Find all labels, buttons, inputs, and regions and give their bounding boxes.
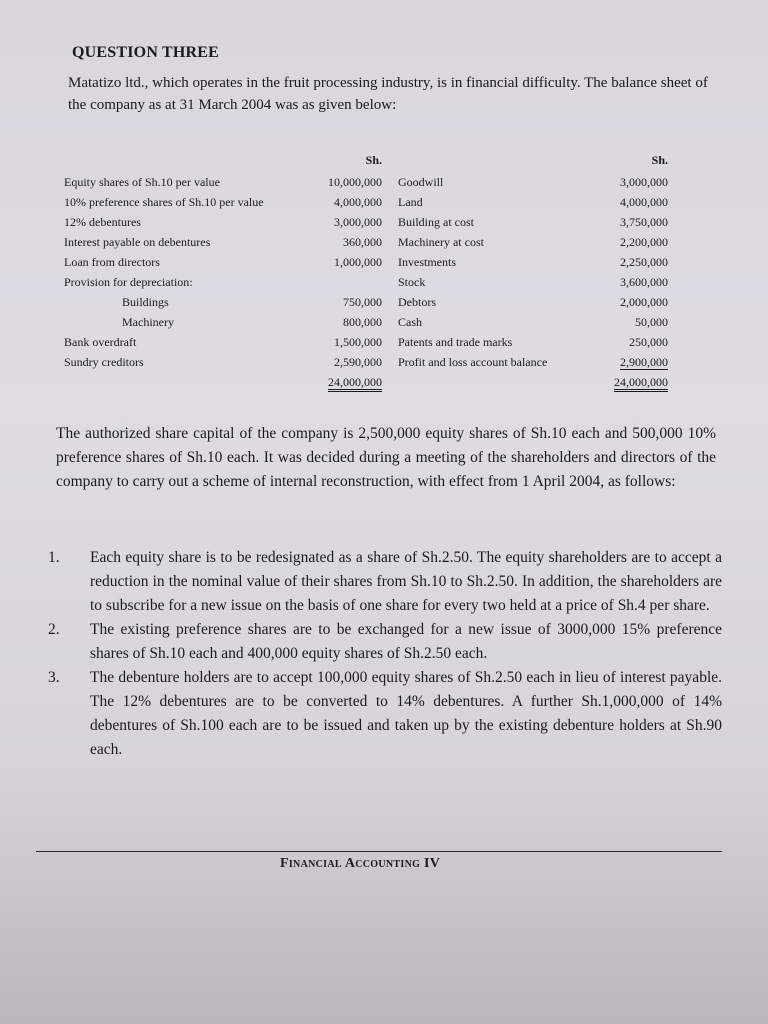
list-number: 1. <box>48 549 60 566</box>
list-text: The existing preference shares are to be exchanged for a new issue of 3000,000 15% preference shares of Sh.10 each and 400,000 equity shares of Sh.2.50 each. <box>90 621 722 662</box>
asset-amount: 50,000 <box>635 315 668 329</box>
scheme-list <box>40 546 722 762</box>
list-item <box>40 618 722 666</box>
liabilities-total: 24,000,000 <box>288 372 382 392</box>
asset-label: Stock <box>398 275 426 289</box>
asset-label: Patents and trade marks <box>398 335 513 349</box>
list-text: Each equity share is to be redesignated as a share of Sh.2.50. The equity shareholders are to accept a reduction in the nominal value of their shares from Sh.10 to Sh.2.50. In addition, the shareholders are to subscribe for a new issue on the basis of one share for every two held at a price of Sh.4 per share. <box>90 549 722 614</box>
liability-amount: 10,000,000 <box>328 175 382 189</box>
assets-total: 24,000,000 <box>572 372 668 392</box>
asset-label: Land <box>398 195 423 209</box>
liability-label: 10% preference shares of Sh.10 per value <box>64 195 264 209</box>
list-item <box>40 546 722 618</box>
asset-amount: 3,000,000 <box>620 175 668 189</box>
question-title: QUESTION THREE <box>72 44 219 61</box>
liability-amount: 1,500,000 <box>334 335 382 349</box>
currency-header-left: Sh. <box>365 153 382 167</box>
asset-amount: 4,000,000 <box>620 195 668 209</box>
asset-amount: 2,900,000 <box>620 355 668 369</box>
liability-amount: 2,590,000 <box>334 355 382 369</box>
liability-label: Buildings <box>122 295 169 309</box>
liability-label: Interest payable on debentures <box>64 235 211 249</box>
asset-amount: 2,000,000 <box>620 295 668 309</box>
liability-label: Sundry creditors <box>64 355 144 369</box>
liability-label: Equity shares of Sh.10 per value <box>64 175 220 189</box>
asset-amount: 2,250,000 <box>620 255 668 269</box>
liability-amount: 800,000 <box>343 315 382 329</box>
asset-label: Debtors <box>398 295 436 309</box>
asset-amount: 3,750,000 <box>620 215 668 229</box>
liability-label: Bank overdraft <box>64 335 137 349</box>
asset-label: Machinery at cost <box>398 235 484 249</box>
liability-amount: 1,000,000 <box>334 255 382 269</box>
asset-amount: 250,000 <box>629 335 668 349</box>
list-number: 2. <box>48 621 60 638</box>
asset-label: Building at cost <box>398 215 474 229</box>
asset-label: Cash <box>398 315 422 329</box>
asset-label: Investments <box>398 255 456 269</box>
asset-amount: 3,600,000 <box>620 275 668 289</box>
liability-amount: 4,000,000 <box>334 195 382 209</box>
list-text: The debenture holders are to accept 100,000 equity shares of Sh.2.50 each in lieu of interest payable. The 12% debentures are to be converted to 14% debentures. A further Sh.1,000,000 of 14% debentures of Sh.100 each are to be issued and taken up by the existing debenture holders at Sh.90 each. <box>90 669 722 758</box>
list-number: 3. <box>48 669 60 686</box>
liability-amount: 3,000,000 <box>334 215 382 229</box>
list-item <box>40 666 722 762</box>
asset-amount: 2,200,000 <box>620 235 668 249</box>
liability-label: Loan from directors <box>64 255 160 269</box>
liability-amount: 750,000 <box>343 295 382 309</box>
balance-sheet <box>0 150 768 390</box>
currency-header-right: Sh. <box>651 153 668 167</box>
reconstruction-paragraph: The authorized share capital of the company is 2,500,000 equity shares of Sh.10 each and 500,000 10% preference shares of Sh.10 each. It was decided during a meeting of the shareholders and directors of the company to carry out a scheme of internal reconstruction, with effect from 1 April 2004, as follows: <box>56 425 716 490</box>
asset-label: Goodwill <box>398 175 444 189</box>
footer-divider <box>36 851 722 852</box>
intro-text: Matatizo ltd., which operates in the fruit processing industry, is in financial difficulty. The balance sheet of the company as at 31 March 2004 was as given below: <box>68 75 708 113</box>
liability-label: Machinery <box>122 315 174 329</box>
liability-label: Provision for depreciation: <box>64 275 193 289</box>
footer-title: Financial Accounting IV <box>280 856 441 871</box>
asset-label: Profit and loss account balance <box>398 355 548 369</box>
liability-amount: 360,000 <box>343 235 382 249</box>
liability-label: 12% debentures <box>64 215 141 229</box>
